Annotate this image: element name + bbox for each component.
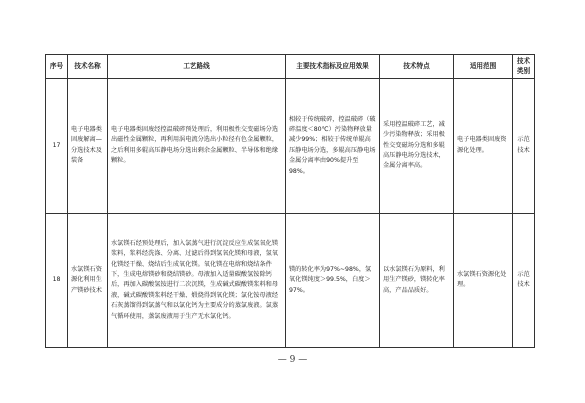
technology-table bbox=[45, 54, 535, 348]
header-scope: 适用范围 bbox=[454, 55, 513, 79]
cell-category: 示范技术 bbox=[513, 78, 535, 213]
cell-scope: 水氯镁石资源化处理。 bbox=[454, 213, 513, 347]
table-row bbox=[46, 78, 535, 213]
cell-category: 示范技术 bbox=[513, 213, 535, 347]
cell-process-route: 水氯镁石经预处理后，加入氯蒸气进行沉淀反应生成氢氧化镁浆料，浆料经洗涤、分离、过滤后得到氢氧化镁和母液，氢氧化镁经干燥、烧结后生成氧化镁。氧化镁在电熔和烧结条件下，生成电熔镁砂和烧结镁砂。母液加入适量碳酸氢铵除钙后，再加入碳酸氢铵进行二次沉镁，生成碱式碳酸镁浆料和母液，碱式碳酸镁浆料经干燥、煅烧得到氧化镁；氯化铵母液经石灰蒸馏得到氯蒸气和以氯化钙为主要成分的蒸氯废液。氯蒸气循环使用，蒸氯废液用于生产无水氯化钙。 bbox=[108, 213, 286, 347]
cell-process-route: 电子电器类固废经控温破碎预处理后，利用极性交变磁场分选出磁性金属颗粒，再利用涡电流分选出小粒径有色金属颗粒，之后利用多辊高压静电场分选出剩余金属颗粒、半导体和绝缘颗粒。 bbox=[108, 78, 286, 213]
cell-features: 采用控温破碎工艺，减少污染物释放；采用极性交变磁场分选和多辊高压静电场分选技术，金属分离率高。 bbox=[380, 78, 454, 213]
cell-indicators: 相较于传统破碎，控温破碎（破碎温度＜80℃）污染物释放量减少99%；相较于传统单辊高压静电场分选，多辊高压静电场金属分离率由90%提升至98%。 bbox=[286, 78, 380, 213]
cell-indicators: 镁的转化率为97%~98%，氢氧化镁纯度＞99.5%，白度＞97%。 bbox=[286, 213, 380, 347]
page-number: — 9 — bbox=[277, 355, 308, 365]
cell-serial-number: 17 bbox=[46, 78, 68, 213]
header-indicators: 主要技术指标及应用效果 bbox=[286, 55, 380, 79]
header-category: 技术类别 bbox=[513, 55, 535, 79]
header-features: 技术特点 bbox=[380, 55, 454, 79]
header-serial-number: 序号 bbox=[46, 55, 68, 79]
cell-features: 以水氯镁石为原料，利用生产镁砂，镁转化率高，产品品质好。 bbox=[380, 213, 454, 347]
cell-serial-number: 18 bbox=[46, 213, 68, 347]
cell-technology-name: 水氯镁石资源化利用生产镁砂技术 bbox=[68, 213, 108, 347]
header-technology-name: 技术名称 bbox=[68, 55, 108, 79]
header-process-route: 工艺路线 bbox=[108, 55, 286, 79]
header-row bbox=[46, 55, 535, 79]
cell-technology-name: 电子电器类固废解离—分选技术及装备 bbox=[68, 78, 108, 213]
cell-scope: 电子电器类固废资源化处理。 bbox=[454, 78, 513, 213]
table-row bbox=[46, 213, 535, 347]
